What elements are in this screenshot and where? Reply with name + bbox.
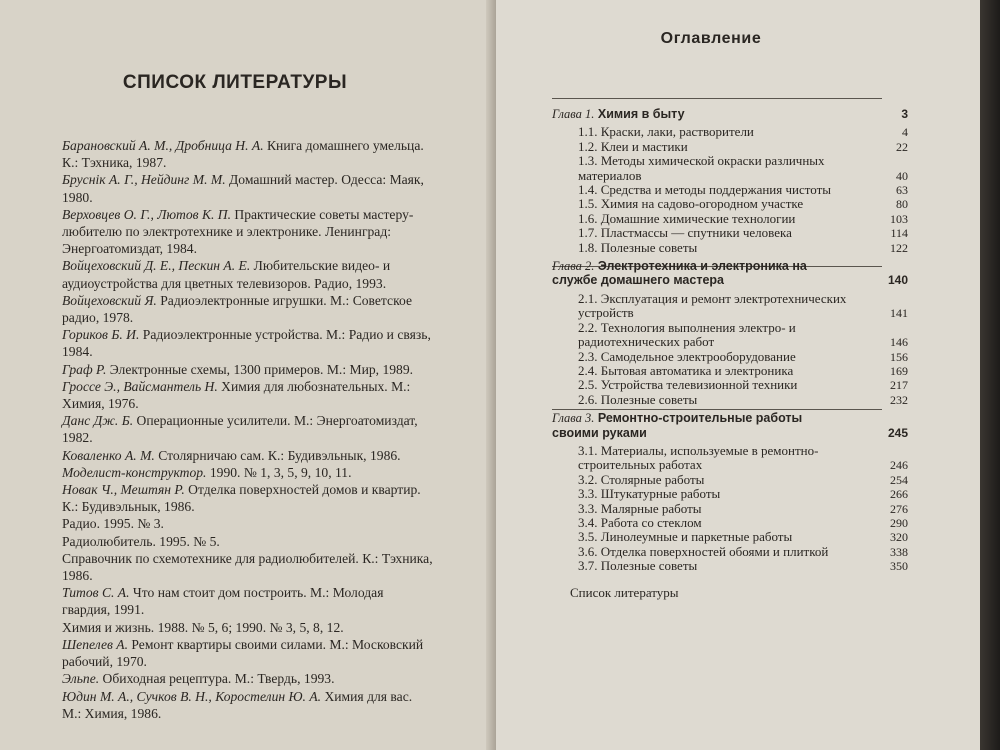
bibliography-list [62,137,434,722]
bibliography-entry [62,171,434,205]
chapter-label: Глава 2. [552,259,595,274]
toc-entry-title [552,487,852,501]
bibliography-entry [62,292,434,326]
bibliography-entry [62,464,434,481]
toc-section-row [552,391,908,407]
toc-entry-text: 1.6. Домашние химические технологии [578,210,796,226]
toc-entry-title [552,502,852,516]
toc-entry-title [552,226,852,240]
entry-authors: Эльпе. [62,671,100,687]
toc-entry-text: Электротехника и электроника на службе домашнего мастера [552,259,807,288]
toc-entry-title [552,107,852,121]
toc-entry-text: 2.1. Эксплуатация и ремонт электротехнических устройств [578,290,847,321]
entry-authors: Верховцев О. Г., Лютов К. П. [62,206,231,222]
bibliography-entry [62,361,434,378]
toc-entry-title [552,411,852,440]
entry-authors: Титов С. А. [62,585,130,601]
entry-authors: Войцеховский Д. Е., Пескин А. Е. [62,258,251,274]
toc-page-number: 146 [890,335,908,350]
toc-page-number: 103 [890,211,908,226]
toc-section-row [552,210,908,226]
toc-page-number: 3 [901,107,908,121]
toc-chapter-row [552,411,908,440]
bibliography-entry [62,206,434,258]
bibliography-entry [62,515,434,532]
toc-page-number: 320 [890,530,908,545]
toc-page-number: 122 [890,240,908,255]
toc-entry-text: 2.2. Технология выполнения электро- и радиотехнических работ [578,319,796,350]
toc-section-row [552,138,908,154]
toc-section-row [552,486,908,502]
toc-entry-title [552,586,870,600]
left-page [0,0,496,750]
entry-text: Справочник по схемотехнике для радиолюбителей. К.: Тэхника, 1986. [62,550,433,584]
toc-entry-text: Ремонтно-строительные работы своими руками [552,411,803,440]
toc-page-number: 350 [890,559,908,574]
toc-page-number: 246 [890,458,908,473]
toc-entry-title [552,125,852,139]
toc-section-row [552,514,908,530]
toc-page-number: 141 [890,306,908,321]
entry-text: Электронные схемы, 1300 примеров. М.: Мир, 1989. [106,361,414,377]
toc-entry-text: 2.3. Самодельное электрооборудование [578,348,796,364]
bibliography-entry [62,584,434,618]
toc-entry-title [552,545,852,559]
bibliography-entry [62,688,434,722]
toc-section-row [552,558,908,574]
toc-page-number: 140 [887,273,908,288]
toc-entry-title [552,292,852,321]
toc-section-row [552,225,908,241]
entry-text: Отделка поверхностей домов и квартир. К.: Будивэльнык, 1986. [62,482,421,515]
entry-text: Радиолюбитель. 1995. № 5. [62,533,220,549]
toc-page-number: 114 [890,226,908,241]
bibliography-entry [62,533,434,550]
toc-entry-title [552,444,852,473]
toc-entry-text: 3.3. Малярные работы [578,500,702,516]
toc-entry-text: 1.3. Методы химической окраски различных материалов [578,153,825,183]
toc-entry-text: 1.2. Клеи и мастики [578,138,688,154]
toc-entry-text: 3.2. Столярные работы [578,471,705,487]
toc-entry-text: 1.5. Химия на садово-огородном участке [578,196,804,212]
entry-text: Операционные усилители. М.: Энергоатомиздат, 1982. [62,413,418,446]
entry-text: Ремонт квартиры своими силами. М.: Московский рабочий, 1970. [62,636,424,670]
toc-entry-title [552,559,852,573]
toc-section-row [552,543,908,559]
entry-authors: Моделист-конструктор. [62,464,207,480]
toc-page-number: 245 [887,425,908,440]
toc-entry-text: Список литературы [570,584,679,600]
toc-page-number: 40 [896,168,908,183]
toc-entry-title [552,321,852,350]
toc-entry-text: 3.6. Отделка поверхностей обоями и плиткой [578,543,829,559]
bibliography-entry [62,636,434,670]
toc-section-row [552,182,908,198]
entry-text: Любительские видео- и аудиоустройства для цветных телевизоров. Радио, 1993. [62,258,391,291]
chapter-label: Глава 3. [552,411,595,426]
toc-page-number: 22 [896,139,908,154]
bibliography-entry [62,412,434,446]
bibliography-entry [62,326,434,360]
toc-page-number: 80 [896,197,908,212]
toc-entry-text: 3.7. Полезные советы [578,558,698,574]
bibliography-entry [62,137,434,171]
bibliography-entry [62,550,434,584]
entry-authors: Граф Р. [62,361,107,377]
entry-text: Химия для вас. М.: Химия, 1986. [62,688,413,721]
toc-entry-text: Химия в быту [594,107,685,121]
toc-entry-title [552,241,852,255]
toc-title: Оглавление [660,30,762,47]
chapter-label: Глава 1. [552,107,595,121]
toc-entry-title [552,378,852,392]
toc-entry-text: 1.4. Средства и методы поддержания чистоты [578,182,832,198]
toc-section-row [552,471,908,487]
toc-entry-title [552,197,852,211]
desk-edge [980,0,1000,750]
toc-entry-title [552,212,852,226]
toc-section-row [552,362,908,378]
toc-page-number: 217 [890,378,908,393]
toc-section-row [552,500,908,516]
toc-page-number: 254 [890,472,908,487]
toc-entry-title [552,140,852,154]
toc-entry-text: 1.1. Краски, лаки, растворители [578,124,754,140]
entry-text: Химия и жизнь. 1988. № 5, 6; 1990. № 3, 5, 8, 12. [62,619,344,635]
toc-page-number: 266 [890,487,908,502]
toc-entry-title [552,516,852,530]
toc-section-row [552,290,908,321]
toc-page-number: 290 [890,515,908,530]
toc-top-rule [552,98,882,99]
entry-authors: Юдин М. А., Сучков В. Н., Коростелин Ю. А. [62,688,322,704]
entry-text: Что нам стоит дом построить. М.: Молодая гвардия, 1991. [62,585,384,618]
toc-entry-title [552,259,852,288]
entry-authors: Коваленко А. М. [62,447,155,463]
toc-entry-text: 2.4. Бытовая автоматика и электроника [578,362,794,378]
entry-authors: Новак Ч., Мештян Р. [62,482,185,498]
entry-text: Радио. 1995. № 3. [62,516,164,532]
entry-authors: Бруснік А. Г., Нейдинг М. М. [62,172,226,188]
entry-authors: Барановский А. М., Дробница Н. А. [62,138,264,153]
toc-entry-title [552,350,852,364]
bibliography-entry [62,378,434,412]
toc-entry-title [552,530,852,544]
toc-page-number: 232 [890,392,908,407]
toc-entry-text: 2.5. Устройства телевизионной техники [578,377,798,393]
entry-authors: Войцеховский Я. [62,292,157,308]
entry-authors: Гориков Б. И. [62,327,140,343]
toc-entry-text: 1.8. Полезные советы [578,239,698,255]
toc-section-row [552,319,908,350]
toc-entry-text: 3.3. Штукатурные работы [578,486,721,502]
toc-entry-text: 3.4. Работа со стеклом [578,514,702,530]
toc-page-number: 4 [902,125,908,140]
toc-entry-title [552,154,852,183]
entry-text: Химия для любознательных. М.: Химия, 1976. [62,378,411,412]
table-of-contents [552,103,908,600]
toc-page-number: 338 [890,544,908,559]
toc-entry-text: 3.1. Материалы, используемые в ремонтно-строительных работах [578,442,819,473]
entry-authors: Данс Дж. Б. [62,413,134,429]
entry-text: Практические советы мастеру-любителю по электротехнике и электронике. Ленинград: Энергоатомиздат, 1984. [62,206,414,257]
toc-entry-title [552,473,852,487]
toc-section-row [552,348,908,364]
bibliography-entry [62,447,434,464]
toc-entry-title [552,183,852,197]
bibliography-entry [62,481,434,515]
toc-page-number: 156 [890,349,908,364]
toc-section-row [552,153,908,183]
toc-entry-title [552,364,852,378]
entry-authors: Шепелев А. [62,636,129,652]
bibliography-entry [62,670,434,687]
entry-text: Обиходная рецептура. М.: Твердь, 1993. [99,671,335,687]
toc-section-row [552,196,908,212]
toc-entry-text: 3.5. Линолеумные и паркетные работы [578,529,793,545]
toc-entry-text: 2.6. Полезные советы [578,391,698,407]
toc-entry-text: 1.7. Пластмассы — спутники человека [578,225,792,241]
entry-text: 1990. № 1, 3, 5, 9, 10, 11. [206,464,352,480]
toc-chapter-row [552,107,908,121]
page-title: СПИСОК ЛИТЕРАТУРЫ [122,72,348,93]
toc-section-row [552,377,908,393]
toc-section-row [552,529,908,545]
entry-text: Радиоэлектронные игрушки. М.: Советское радио, 1978. [62,292,412,326]
entry-text: Книга домашнего умельца. К.: Тэхника, 1987. [62,138,424,171]
toc-bibliography-row [552,586,892,600]
entry-authors: Гроссе Э., Вайсмантель Н. [62,378,218,394]
bibliography-entry [62,619,434,636]
entry-text: Домашний мастер. Одесса: Маяк, 1980. [62,172,424,205]
toc-page-number: 169 [890,363,908,378]
toc-page-number: 63 [896,183,908,198]
toc-section-row [552,442,908,473]
toc-section-row [552,239,908,255]
bibliography-entry [62,257,434,291]
toc-entry-title [552,393,852,407]
toc-section-row [552,124,908,140]
entry-text: Столярничаю сам. К.: Будивэльнык, 1986. [154,447,401,463]
toc-chapter-row [552,259,908,288]
toc-page-number: 276 [890,501,908,516]
entry-text: Радиоэлектронные устройства. М.: Радио и связь, 1984. [62,327,431,360]
